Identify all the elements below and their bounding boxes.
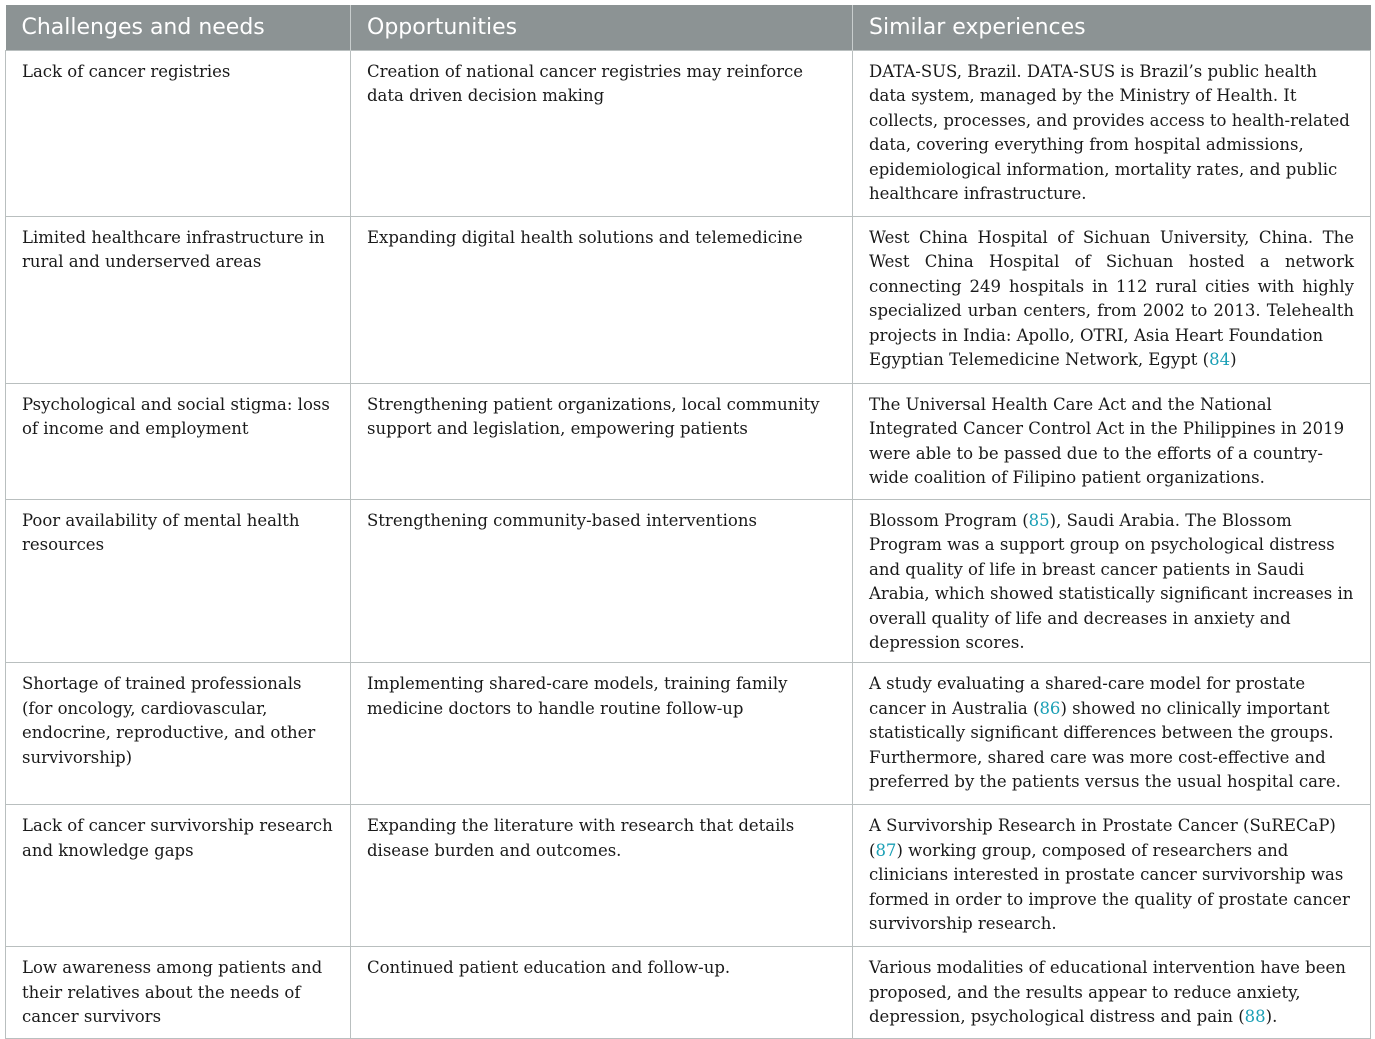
table-row: [6, 499, 1371, 663]
reference-link[interactable]: 85: [1028, 510, 1050, 530]
experience-cell: [853, 663, 1371, 805]
experience-text: ), Saudi Arabia. The Blossom Program was a support group on psychological distress and quality of life in breast cancer patients in Saudi Arabia, which showed statistically significant increases in overall quality of life and decreases in anxiety and depression scores.: [869, 510, 1354, 653]
experience-text: Various modalities of educational intervention have been proposed, and the results appear to reduce anxiety, depression, psychological distress and pain (: [869, 958, 1346, 1027]
table-row: [6, 805, 1371, 947]
opportunity-cell: Expanding the literature with research that details disease burden and outcomes.: [351, 805, 853, 947]
challenge-cell: Lack of cancer survivorship research and knowledge gaps: [6, 805, 351, 947]
table-row: [6, 383, 1371, 499]
challenge-cell: Low awareness among patients and their relatives about the needs of cancer survivors: [6, 947, 351, 1039]
opportunity-cell: Strengthening patient organizations, local community support and legislation, empowering patients: [351, 383, 853, 499]
survivorship-table: [5, 5, 1371, 1039]
opportunity-cell: Strengthening community-based interventions: [351, 499, 853, 663]
experience-cell: DATA-SUS, Brazil. DATA-SUS is Brazil’s public health data system, managed by the Ministry of Health. It collects, processes, and provides access to health-related data, covering everything from hospital admissions, epidemiological information, mortality rates, and public healthcare infrastructure.: [853, 50, 1371, 216]
header-row: [6, 5, 1371, 50]
opportunity-cell: Continued patient education and follow-up.: [351, 947, 853, 1039]
table-row: [6, 947, 1371, 1039]
challenge-cell: Limited healthcare infrastructure in rural and underserved areas: [6, 216, 351, 383]
experience-text: A Survivorship Research in Prostate Cancer (SuRECaP) (: [869, 816, 1336, 860]
experience-text: West China Hospital of Sichuan University, China. The West China Hospital of Sichuan hosted a network connecting 249 hospitals in 112 rural cities with highly specialized urban centers, from 2002 to 2013. Telehealth projects in India: Apollo, OTRI, Asia Heart Foundation: [869, 227, 1354, 345]
experience-text: ).: [1265, 1007, 1278, 1027]
table-row: [6, 216, 1371, 383]
challenge-cell: Psychological and social stigma: loss of income and employment: [6, 383, 351, 499]
experience-text: A study evaluating a shared-care model for prostate cancer in Australia (: [869, 674, 1306, 718]
experience-cell: [853, 216, 1371, 383]
experience-cell: [853, 805, 1371, 947]
experience-text: ): [1230, 350, 1237, 370]
reference-link[interactable]: 88: [1244, 1007, 1266, 1027]
table-row: [6, 50, 1371, 216]
challenge-cell: Shortage of trained professionals (for oncology, cardiovascular, endocrine, reproductive, and other survivorship): [6, 663, 351, 805]
header-opportunities: Opportunities: [351, 5, 853, 50]
opportunity-cell: Implementing shared-care models, training family medicine doctors to handle routine follow-up: [351, 663, 853, 805]
experience-text: Blossom Program (: [869, 510, 1029, 530]
experience-cell: [853, 499, 1371, 663]
table-header: [6, 5, 1371, 50]
reference-link[interactable]: 86: [1039, 698, 1061, 718]
experience-cell: [853, 947, 1371, 1039]
experience-text: ) showed no clinically important statistically significant differences between the groups. Furthermore, shared care was more cost-effective and preferred by the patients versus the usual hospital care.: [869, 698, 1341, 792]
opportunity-cell: Creation of national cancer registries may reinforce data driven decision making: [351, 50, 853, 216]
header-challenges: Challenges and needs: [6, 5, 351, 50]
reference-link[interactable]: 84: [1209, 350, 1231, 370]
experience-text: Egyptian Telemedicine Network, Egypt (: [869, 350, 1210, 370]
reference-link[interactable]: 87: [875, 840, 897, 860]
experience-text: ) working group, composed of researchers and clinicians interested in prostate cancer survivorship was formed in order to improve the quality of prostate cancer survivorship research.: [869, 840, 1350, 934]
opportunity-cell: Expanding digital health solutions and telemedicine: [351, 216, 853, 383]
header-similar-experiences: Similar experiences: [853, 5, 1371, 50]
table-row: [6, 663, 1371, 805]
challenge-cell: Lack of cancer registries: [6, 50, 351, 216]
experience-cell: The Universal Health Care Act and the National Integrated Cancer Control Act in the Philippines in 2019 were able to be passed due to the efforts of a country-wide coalition of Filipino patient organizations.: [853, 383, 1371, 499]
table-body: [6, 50, 1371, 1039]
challenge-cell: Poor availability of mental health resources: [6, 499, 351, 663]
